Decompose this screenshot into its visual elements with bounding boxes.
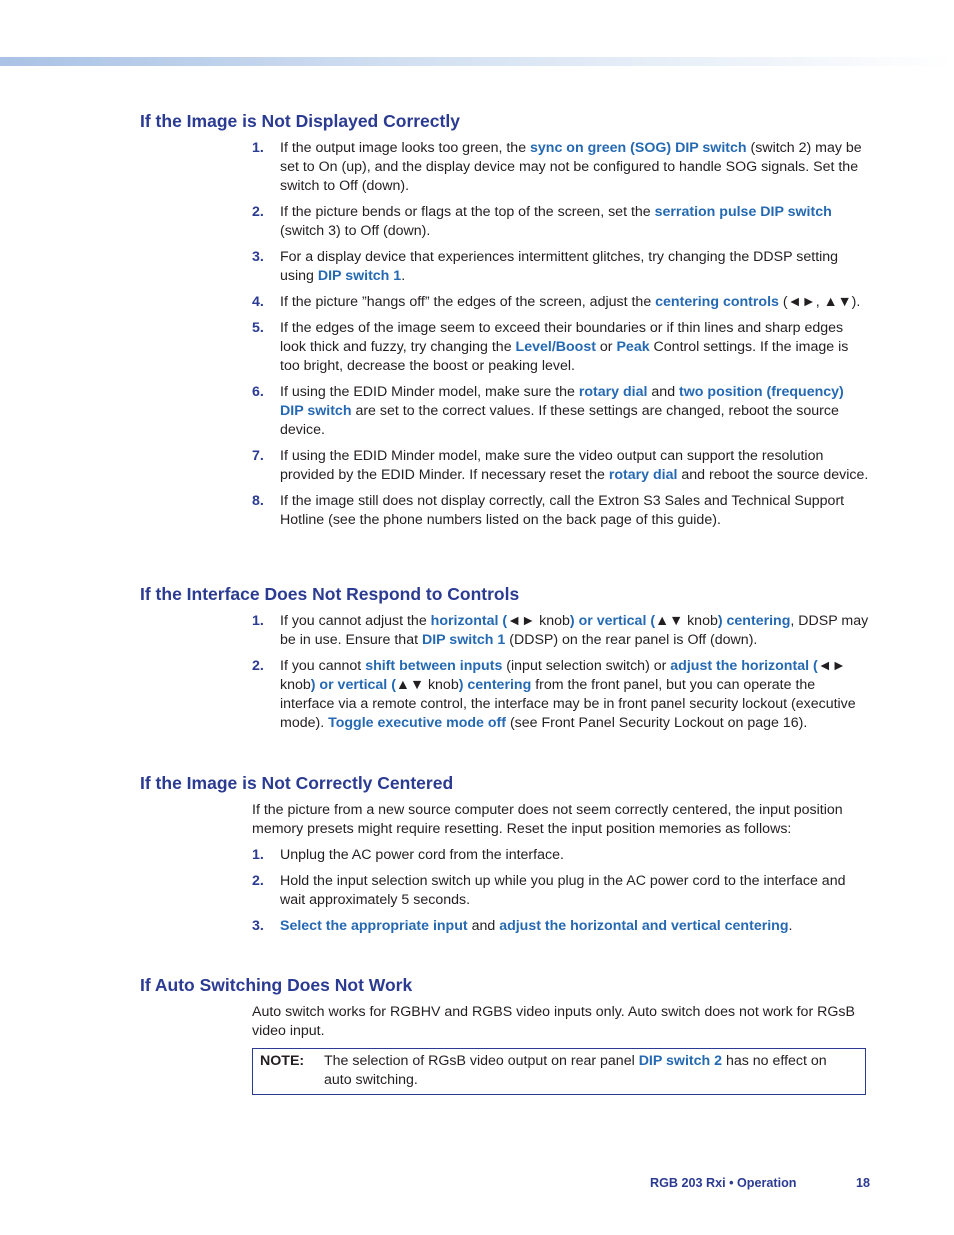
item-text	[280, 657, 870, 733]
text-run: If the picture ”hangs off” the edges of the screen, adjust the	[280, 294, 656, 310]
list-item	[252, 203, 870, 241]
text-run: and	[647, 384, 680, 400]
list-item	[252, 846, 870, 865]
keyword-link[interactable]: Peak	[616, 339, 650, 355]
item-text	[280, 447, 870, 485]
text-run: (DDSP) on the rear panel is Off (down).	[505, 632, 758, 648]
numbered-list	[252, 846, 870, 936]
section-heading: If the Image is Not Correctly Centered	[140, 773, 454, 793]
text-run: If using the EDID Minder model, make sure the video output can support the resolution provided by the EDID Minder. If necessary reset the	[280, 448, 824, 483]
text-run: and	[467, 918, 500, 934]
section-auto-switching	[140, 974, 870, 1095]
keyword-link[interactable]: ) centering	[458, 677, 532, 693]
keyword-link[interactable]: adjust the horizontal and vertical centering	[499, 918, 789, 934]
numbered-list	[252, 612, 870, 733]
section-image-not-displayed	[140, 110, 870, 537]
text-run: (switch 3) to Off (down).	[280, 223, 431, 239]
text-run: If you cannot adjust the	[280, 613, 431, 629]
text-run: are set to the correct values. If these settings are changed, reboot the source device.	[280, 403, 839, 438]
item-text	[280, 612, 870, 650]
section-heading: If Auto Switching Does Not Work	[140, 975, 413, 995]
item-number: 4.	[252, 294, 264, 310]
keyword-link[interactable]: DIP switch 1	[317, 268, 402, 284]
keyword-link[interactable]: adjust the horizontal (	[670, 658, 818, 674]
keyword-link[interactable]: Level/Boost	[515, 339, 596, 355]
item-text	[280, 492, 870, 530]
keyword-link[interactable]: ) centering	[717, 613, 791, 629]
text-run: Unplug the AC power cord from the interface.	[280, 847, 564, 863]
text-run: and reboot the source device.	[677, 467, 869, 483]
item-text	[280, 248, 870, 286]
text-run: from the front panel, but you can operate the interface via a remote control, the interface may be in front panel security lockout (executive mode).	[280, 677, 856, 731]
list-item	[252, 872, 870, 910]
item-number: 6.	[252, 384, 264, 400]
list-item	[252, 492, 870, 530]
numbered-list	[252, 139, 870, 530]
text-run: The selection of RGsB video output on rear panel	[324, 1053, 639, 1069]
keyword-link[interactable]: DIP switch 1	[421, 632, 506, 648]
text-run: (see Front Panel Security Lockout on page 16).	[506, 715, 808, 731]
text-run: Control settings. If the image is too bright, decrease the boost or peaking level.	[280, 339, 849, 374]
section-heading: If the Interface Does Not Respond to Controls	[140, 584, 520, 604]
text-run: (switch 2) may be set to On (up), and the display device may not be configured to handle SOG signals. Set the switch to Off (down).	[280, 140, 862, 194]
item-text	[280, 293, 870, 312]
text-run: If using the EDID Minder model, make sure the	[280, 384, 579, 400]
text-run: .	[788, 918, 793, 934]
item-number: 2.	[252, 873, 264, 889]
text-run: ◄► knob	[280, 658, 846, 693]
text-run: ◄► knob	[507, 613, 570, 629]
keyword-link[interactable]: Toggle executive mode off	[328, 715, 507, 731]
note-text	[324, 1052, 857, 1090]
text-run: If you cannot	[280, 658, 366, 674]
keyword-link[interactable]: shift between inputs	[365, 658, 503, 674]
text-run: ▲▼ knob	[655, 613, 718, 629]
text-run: has no effect on auto switching.	[324, 1053, 827, 1088]
list-item	[252, 447, 870, 485]
item-text	[280, 846, 870, 865]
intro-paragraph: Auto switch works for RGBHV and RGBS video inputs only. Auto switch does not work for RGsB video input.	[252, 1004, 855, 1039]
text-run: If the picture bends or flags at the top of the screen, set the	[280, 204, 655, 220]
item-text	[280, 383, 870, 440]
text-run: , DDSP may be in use. Ensure that	[280, 613, 869, 648]
text-run: (◄►, ▲▼).	[778, 294, 861, 310]
text-run: .	[401, 268, 406, 284]
item-number: 7.	[252, 448, 264, 464]
keyword-link[interactable]: serration pulse DIP switch	[654, 204, 832, 220]
intro-paragraph: If the picture from a new source computer does not seem correctly centered, the input position memory presets might require resetting. Reset the input position memories as follows:	[252, 802, 843, 837]
keyword-link[interactable]: ) or vertical (	[310, 677, 396, 693]
item-number: 1.	[252, 140, 264, 156]
list-item	[252, 139, 870, 196]
item-text	[280, 872, 870, 910]
text-run: ▲▼ knob	[395, 677, 459, 693]
keyword-link[interactable]: Select the appropriate input	[280, 918, 468, 934]
keyword-link[interactable]: two position (frequency) DIP switch	[280, 384, 844, 419]
page-number: 18	[855, 1176, 870, 1190]
text-run: If the output image looks too green, the	[280, 140, 531, 156]
header-gradient-bar	[0, 57, 954, 66]
text-run: Hold the input selection switch up while you plug in the AC power cord to the interface and wait approximately 5 seconds.	[280, 873, 846, 908]
section-interface-not-responding	[140, 583, 870, 740]
item-number: 1.	[252, 847, 264, 863]
item-number: 8.	[252, 493, 264, 509]
item-text	[280, 319, 870, 376]
text-run: (input selection switch) or	[502, 658, 671, 674]
keyword-link[interactable]: horizontal (	[430, 613, 508, 629]
list-item	[252, 657, 870, 733]
keyword-link[interactable]: ) or vertical (	[569, 613, 656, 629]
list-item	[252, 612, 870, 650]
item-number: 5.	[252, 320, 264, 336]
item-text	[280, 203, 870, 241]
note-label: NOTE:	[260, 1053, 305, 1069]
item-number: 3.	[252, 918, 264, 934]
keyword-link[interactable]: sync on green (SOG) DIP switch	[530, 140, 747, 156]
list-item	[252, 293, 870, 312]
item-text	[280, 139, 870, 196]
text-run: If the edges of the image seem to exceed their boundaries or if thin lines and sharp edges look thick and fuzzy, try changing the	[280, 320, 844, 355]
item-number: 1.	[252, 613, 264, 629]
item-text	[280, 917, 870, 936]
item-number: 3.	[252, 249, 264, 265]
page-footer	[650, 1174, 870, 1193]
text-run: or	[595, 339, 617, 355]
text-run: If the image still does not display correctly, call the Extron S3 Sales and Technical Support Hotline (see the phone numbers listed on the back page of this guide).	[280, 493, 845, 528]
list-item	[252, 383, 870, 440]
footer-title: RGB 203 Rxi • Operation	[650, 1176, 797, 1190]
item-number: 2.	[252, 204, 264, 220]
section-heading: If the Image is Not Displayed Correctly	[140, 111, 460, 131]
keyword-link[interactable]: DIP switch 2	[638, 1053, 723, 1069]
keyword-link[interactable]: centering controls	[655, 294, 779, 310]
item-number: 2.	[252, 658, 264, 674]
note-box	[252, 1048, 866, 1095]
section-image-not-centered	[140, 772, 870, 943]
list-item	[252, 917, 870, 936]
keyword-link[interactable]: rotary dial	[578, 384, 648, 400]
text-run: For a display device that experiences intermittent glitches, try changing the DDSP setting using	[280, 249, 839, 284]
list-item	[252, 248, 870, 286]
list-item	[252, 319, 870, 376]
keyword-link[interactable]: rotary dial	[608, 467, 678, 483]
